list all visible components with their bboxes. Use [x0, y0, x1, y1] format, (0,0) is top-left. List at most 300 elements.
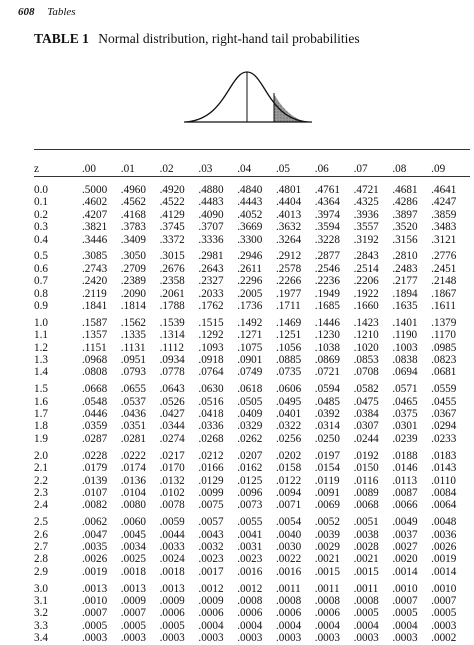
- probability-cell: .2776: [431, 250, 457, 263]
- table-row: [34, 184, 470, 196]
- probability-cell: .0778: [159, 366, 185, 379]
- probability-cell: .0708: [353, 366, 379, 379]
- table-row: [34, 366, 470, 378]
- probability-cell: .1038: [314, 341, 340, 354]
- probability-cell: .0885: [275, 354, 302, 367]
- probability-cell: .0122: [275, 474, 302, 487]
- probability-cell: .0401: [275, 408, 302, 421]
- table-row: [34, 288, 470, 300]
- table-row: [34, 632, 470, 644]
- section-name: Tables: [47, 6, 76, 18]
- probability-cell: .0359: [82, 420, 108, 433]
- probability-cell: .0008: [314, 594, 340, 607]
- probability-cell: .2676: [159, 262, 185, 275]
- probability-cell: .0418: [198, 408, 224, 421]
- probability-cell: .2743: [82, 262, 108, 275]
- probability-cell: .0136: [120, 474, 146, 487]
- probability-cell: .3121: [431, 233, 457, 246]
- probability-cell: .2514: [353, 262, 379, 275]
- probability-cell: .0075: [198, 499, 224, 512]
- probability-cell: .0025: [120, 553, 146, 566]
- probability-cell: .4761: [314, 184, 340, 196]
- table-title: [34, 31, 360, 47]
- probability-cell: .1922: [353, 287, 379, 300]
- z-value-cell: 1.0: [34, 316, 48, 329]
- table-row: [34, 354, 470, 366]
- probability-cell: .0029: [314, 540, 340, 553]
- probability-cell: .1075: [237, 341, 263, 354]
- probability-cell: .4920: [159, 184, 185, 196]
- probability-cell: .1271: [237, 329, 263, 342]
- probability-cell: .0618: [237, 383, 263, 396]
- probability-cell: .4364: [314, 196, 340, 209]
- probability-cell: .0028: [353, 540, 379, 553]
- probability-cell: .0918: [198, 354, 224, 367]
- probability-cell: .0024: [159, 553, 185, 566]
- probability-cell: .0146: [392, 462, 418, 475]
- probability-cell: .0158: [275, 462, 302, 475]
- table-row: [34, 342, 470, 354]
- probability-cell: .3520: [392, 221, 418, 234]
- probability-cell: .0080: [120, 499, 146, 512]
- probability-cell: .4052: [237, 208, 263, 221]
- probability-cell: .0021: [353, 553, 379, 566]
- z-value-cell: 2.1: [34, 462, 48, 475]
- probability-cell: .1379: [431, 316, 457, 329]
- table-row: [34, 475, 470, 487]
- probability-cell: .0049: [392, 516, 418, 529]
- probability-cell: .4801: [275, 184, 302, 196]
- column-header: .01: [120, 162, 135, 175]
- probability-cell: .0003: [159, 632, 185, 645]
- probability-cell: .1170: [431, 329, 456, 342]
- probability-cell: .1788: [159, 300, 185, 313]
- probability-cell: .0038: [353, 528, 379, 541]
- table-row: [34, 487, 470, 499]
- probability-cell: .0003: [353, 632, 379, 645]
- probability-cell: .0047: [82, 528, 108, 541]
- table-row: [34, 433, 470, 445]
- probability-cell: .0066: [392, 499, 418, 512]
- probability-cell: .0630: [198, 383, 224, 396]
- probability-cell: .0017: [198, 565, 224, 578]
- probability-cell: .0409: [237, 408, 263, 421]
- z-value-cell: 0.6: [34, 262, 48, 275]
- probability-cell: .2358: [159, 275, 185, 288]
- probability-cell: .4483: [198, 196, 224, 209]
- probability-cell: .0099: [198, 486, 224, 499]
- probability-cell: .0336: [198, 420, 224, 433]
- column-header: .07: [353, 162, 368, 175]
- probability-cell: .3632: [275, 221, 302, 234]
- probability-cell: .0526: [159, 395, 185, 408]
- probability-cell: .0036: [431, 528, 457, 541]
- probability-cell: .0007: [82, 607, 108, 620]
- probability-cell: .0113: [392, 474, 418, 487]
- probability-cell: .1292: [198, 329, 224, 342]
- column-header: .04: [237, 162, 252, 175]
- probability-cell: .0016: [275, 565, 302, 578]
- probability-cell: .0011: [275, 582, 301, 595]
- z-value-cell: 1.9: [34, 432, 48, 445]
- probability-cell: .0823: [431, 354, 457, 367]
- table-row: [34, 312, 470, 329]
- probability-cell: .0655: [120, 383, 146, 396]
- probability-cell: .0013: [82, 582, 108, 595]
- probability-cell: .0582: [353, 383, 379, 396]
- probability-cell: .0007: [431, 594, 457, 607]
- probability-cell: .0256: [275, 432, 302, 445]
- probability-cell: .2005: [237, 287, 263, 300]
- probability-cell: .0212: [198, 449, 224, 462]
- probability-cell: .0322: [275, 420, 302, 433]
- z-value-cell: 0.0: [34, 184, 48, 196]
- z-value-cell: 0.7: [34, 275, 48, 288]
- table-row: [34, 595, 470, 607]
- probability-cell: .0314: [314, 420, 340, 433]
- probability-cell: .0062: [82, 516, 108, 529]
- probability-cell: .2296: [237, 275, 263, 288]
- probability-cell: .0043: [198, 528, 224, 541]
- probability-cell: .1660: [353, 300, 379, 313]
- probability-cell: .1423: [353, 316, 379, 329]
- probability-cell: .0170: [159, 462, 185, 475]
- table-row: [34, 420, 470, 432]
- probability-cell: .0559: [431, 383, 457, 396]
- probability-cell: .2981: [198, 250, 224, 263]
- probability-cell: .0064: [431, 499, 457, 512]
- probability-cell: .0150: [353, 462, 379, 475]
- probability-cell: .1314: [159, 329, 185, 342]
- probability-cell: .0116: [353, 474, 379, 487]
- probability-cell: .4641: [431, 184, 457, 196]
- probability-cell: .4840: [237, 184, 263, 196]
- probability-cell: .0455: [431, 395, 457, 408]
- probability-cell: .1711: [275, 300, 301, 313]
- probability-cell: .2451: [431, 262, 457, 275]
- probability-cell: .0034: [120, 540, 146, 553]
- probability-cell: .0094: [275, 486, 302, 499]
- probability-cell: .0035: [82, 540, 108, 553]
- probability-cell: .4562: [120, 196, 146, 209]
- probability-cell: .0968: [82, 354, 108, 367]
- probability-cell: .0351: [120, 420, 146, 433]
- probability-cell: .1469: [275, 316, 302, 329]
- probability-cell: .0018: [120, 565, 146, 578]
- probability-cell: .0183: [431, 449, 457, 462]
- probability-cell: .0735: [275, 366, 302, 379]
- probability-cell: .3372: [159, 233, 185, 246]
- probability-cell: .0643: [159, 383, 185, 396]
- page-header: [18, 6, 76, 18]
- probability-cell: .1539: [159, 316, 185, 329]
- probability-cell: .0129: [198, 474, 224, 487]
- probability-cell: .3156: [392, 233, 418, 246]
- probability-cell: .1056: [275, 341, 302, 354]
- probability-cell: .0329: [237, 420, 263, 433]
- probability-cell: .4325: [353, 196, 379, 209]
- probability-cell: .1003: [392, 341, 418, 354]
- probability-cell: .1357: [82, 329, 108, 342]
- probability-cell: .0060: [120, 516, 146, 529]
- z-value-cell: 2.9: [34, 565, 48, 578]
- probability-cell: .2483: [392, 262, 418, 275]
- probability-cell: .0006: [198, 607, 224, 620]
- table-caption: Normal distribution, right-hand tail probabilities: [98, 31, 360, 46]
- probability-cell: .2843: [353, 250, 379, 263]
- probability-cell: .0031: [237, 540, 263, 553]
- probability-cell: .0274: [159, 432, 185, 445]
- probability-cell: .0107: [82, 486, 108, 499]
- header-row: [34, 162, 470, 176]
- z-value-cell: 3.3: [34, 619, 48, 632]
- probability-cell: .0287: [82, 432, 108, 445]
- probability-cell: .0011: [353, 582, 379, 595]
- probability-cell: .0020: [392, 553, 418, 566]
- probability-cell: .0054: [275, 516, 302, 529]
- probability-cell: .0307: [353, 420, 379, 433]
- table-row: [34, 512, 470, 529]
- probability-cell: .3974: [314, 208, 340, 221]
- probability-cell: .3085: [82, 250, 108, 263]
- probability-cell: .4522: [159, 196, 185, 209]
- probability-cell: .3897: [392, 208, 418, 221]
- z-value-cell: 2.5: [34, 516, 48, 529]
- probability-cell: .1335: [120, 329, 146, 342]
- probability-cell: .0003: [431, 619, 457, 632]
- probability-cell: .0003: [275, 632, 302, 645]
- probability-cell: .2709: [120, 262, 146, 275]
- probability-cell: .0681: [431, 366, 457, 379]
- probability-cell: .0594: [314, 383, 340, 396]
- probability-cell: .1562: [120, 316, 146, 329]
- probability-cell: .0606: [275, 383, 302, 396]
- probability-cell: .1894: [392, 287, 418, 300]
- z-value-cell: 3.0: [34, 582, 48, 595]
- probability-cell: .0013: [159, 582, 185, 595]
- table-row: [34, 462, 470, 474]
- probability-cell: .0045: [120, 528, 146, 541]
- probability-cell: .3936: [353, 208, 379, 221]
- probability-cell: .0009: [159, 594, 185, 607]
- probability-cell: .3859: [431, 208, 457, 221]
- probability-cell: .0102: [159, 486, 185, 499]
- probability-cell: .3192: [353, 233, 379, 246]
- probability-cell: .2578: [275, 262, 302, 275]
- probability-cell: .2033: [198, 287, 224, 300]
- column-header: .03: [198, 162, 213, 175]
- probability-cell: .0301: [392, 420, 418, 433]
- probability-cell: .0026: [82, 553, 108, 566]
- table-row: [34, 445, 470, 462]
- probability-cell: .4013: [275, 208, 302, 221]
- probability-cell: .1112: [159, 341, 184, 354]
- z-table: [34, 162, 470, 645]
- probability-cell: .3783: [120, 221, 146, 234]
- probability-cell: .1949: [314, 287, 340, 300]
- probability-cell: .0019: [431, 553, 457, 566]
- probability-cell: .0516: [198, 395, 224, 408]
- probability-cell: .4721: [353, 184, 379, 196]
- probability-cell: .0023: [198, 553, 224, 566]
- probability-cell: .0436: [120, 408, 146, 421]
- probability-cell: .0495: [275, 395, 302, 408]
- probability-cell: .3594: [314, 221, 340, 234]
- table-row: [34, 553, 470, 565]
- probability-cell: .0110: [431, 474, 456, 487]
- table-row: [34, 379, 470, 396]
- table-row: [34, 499, 470, 511]
- probability-cell: .0668: [82, 383, 108, 396]
- probability-cell: .3409: [120, 233, 146, 246]
- table-row: [34, 541, 470, 553]
- z-value-cell: 0.8: [34, 287, 48, 300]
- probability-cell: .0027: [392, 540, 418, 553]
- table-body: [34, 184, 470, 645]
- probability-cell: .2420: [82, 275, 108, 288]
- probability-cell: .0537: [120, 395, 146, 408]
- table-row: [34, 620, 470, 632]
- table-row: [34, 529, 470, 541]
- probability-cell: .0033: [159, 540, 185, 553]
- probability-cell: .0009: [198, 594, 224, 607]
- probability-cell: .0003: [314, 632, 340, 645]
- probability-cell: .0764: [198, 366, 224, 379]
- probability-cell: .0089: [353, 486, 379, 499]
- probability-cell: .1093: [198, 341, 224, 354]
- z-value-cell: 1.5: [34, 383, 48, 396]
- probability-cell: .2061: [159, 287, 185, 300]
- probability-cell: .0009: [120, 594, 146, 607]
- probability-cell: .0005: [353, 607, 379, 620]
- z-value-cell: 2.3: [34, 486, 48, 499]
- probability-cell: .0571: [392, 383, 418, 396]
- page-number: 608: [18, 6, 35, 18]
- table-row: [34, 275, 470, 287]
- probability-cell: .0018: [159, 565, 185, 578]
- probability-cell: .0228: [82, 449, 108, 462]
- probability-cell: .4960: [120, 184, 146, 196]
- probability-cell: .2546: [314, 262, 340, 275]
- probability-cell: .1611: [431, 300, 456, 313]
- probability-cell: .0934: [159, 354, 185, 367]
- probability-cell: .0006: [314, 607, 340, 620]
- probability-cell: .0174: [120, 462, 146, 475]
- z-value-cell: 2.0: [34, 449, 48, 462]
- probability-cell: .4207: [82, 208, 108, 221]
- probability-cell: .4090: [198, 208, 224, 221]
- probability-cell: .0853: [353, 354, 379, 367]
- probability-cell: .0026: [431, 540, 457, 553]
- probability-cell: .0059: [159, 516, 185, 529]
- probability-cell: .0268: [198, 432, 224, 445]
- probability-cell: .2236: [314, 275, 340, 288]
- probability-cell: .0044: [159, 528, 185, 541]
- probability-cell: .2810: [392, 250, 418, 263]
- probability-cell: .3336: [198, 233, 224, 246]
- probability-cell: .2389: [120, 275, 146, 288]
- probability-cell: .0041: [237, 528, 263, 541]
- probability-cell: .0082: [82, 499, 108, 512]
- probability-cell: .0154: [314, 462, 340, 475]
- probability-cell: .0207: [237, 449, 263, 462]
- probability-cell: .3557: [353, 221, 379, 234]
- probability-cell: .0367: [431, 408, 457, 421]
- z-value-cell: 0.5: [34, 250, 48, 263]
- probability-cell: .1515: [198, 316, 224, 329]
- z-value-cell: 3.2: [34, 607, 48, 620]
- probability-cell: .0071: [275, 499, 302, 512]
- probability-cell: .0485: [314, 395, 340, 408]
- probability-cell: .0006: [159, 607, 185, 620]
- probability-cell: .2877: [314, 250, 340, 263]
- probability-cell: .0475: [353, 395, 379, 408]
- probability-cell: .0022: [275, 553, 302, 566]
- probability-cell: .1401: [392, 316, 418, 329]
- probability-cell: .0005: [120, 619, 146, 632]
- probability-cell: .0002: [431, 632, 457, 645]
- probability-cell: .1762: [198, 300, 224, 313]
- table-row: [34, 607, 470, 619]
- probability-cell: .0003: [198, 632, 224, 645]
- probability-cell: .0004: [198, 619, 224, 632]
- probability-cell: .3745: [159, 221, 185, 234]
- probability-cell: .0004: [237, 619, 263, 632]
- probability-cell: .0262: [237, 432, 263, 445]
- probability-cell: .4286: [392, 196, 418, 209]
- probability-cell: .1635: [392, 300, 418, 313]
- probability-cell: .0073: [237, 499, 263, 512]
- probability-cell: .0808: [82, 366, 108, 379]
- probability-cell: .0188: [392, 449, 418, 462]
- probability-cell: .1977: [275, 287, 302, 300]
- probability-cell: .0104: [120, 486, 146, 499]
- probability-cell: .0694: [392, 366, 418, 379]
- probability-cell: .1814: [120, 300, 146, 313]
- probability-cell: .0007: [120, 607, 146, 620]
- probability-cell: .0003: [392, 632, 418, 645]
- probability-cell: .0005: [392, 607, 418, 620]
- z-value-cell: 1.8: [34, 420, 48, 433]
- probability-cell: .0008: [237, 594, 263, 607]
- z-value-cell: 1.7: [34, 408, 48, 421]
- probability-cell: .0465: [392, 395, 418, 408]
- probability-cell: .0069: [314, 499, 340, 512]
- probability-cell: .0005: [82, 619, 108, 632]
- z-value-cell: 2.2: [34, 474, 48, 487]
- probability-cell: .2946: [237, 250, 263, 263]
- probability-cell: .5000: [82, 184, 108, 196]
- probability-cell: .3446: [82, 233, 108, 246]
- z-value-cell: 1.3: [34, 354, 48, 367]
- probability-cell: .0217: [159, 449, 185, 462]
- probability-cell: .2119: [82, 287, 107, 300]
- probability-cell: .0052: [314, 516, 340, 529]
- z-value-cell: 2.4: [34, 499, 48, 512]
- probability-cell: .0039: [314, 528, 340, 541]
- z-value-cell: 0.3: [34, 221, 48, 234]
- probability-cell: .0057: [198, 516, 224, 529]
- table-row: [34, 329, 470, 341]
- z-value-cell: 0.4: [34, 233, 48, 246]
- probability-cell: .0197: [314, 449, 340, 462]
- probability-cell: .0179: [82, 462, 108, 475]
- probability-cell: .2266: [275, 275, 302, 288]
- probability-cell: .1020: [353, 341, 379, 354]
- z-value-cell: 1.4: [34, 366, 48, 379]
- probability-cell: .4129: [159, 208, 185, 221]
- probability-cell: .3707: [198, 221, 224, 234]
